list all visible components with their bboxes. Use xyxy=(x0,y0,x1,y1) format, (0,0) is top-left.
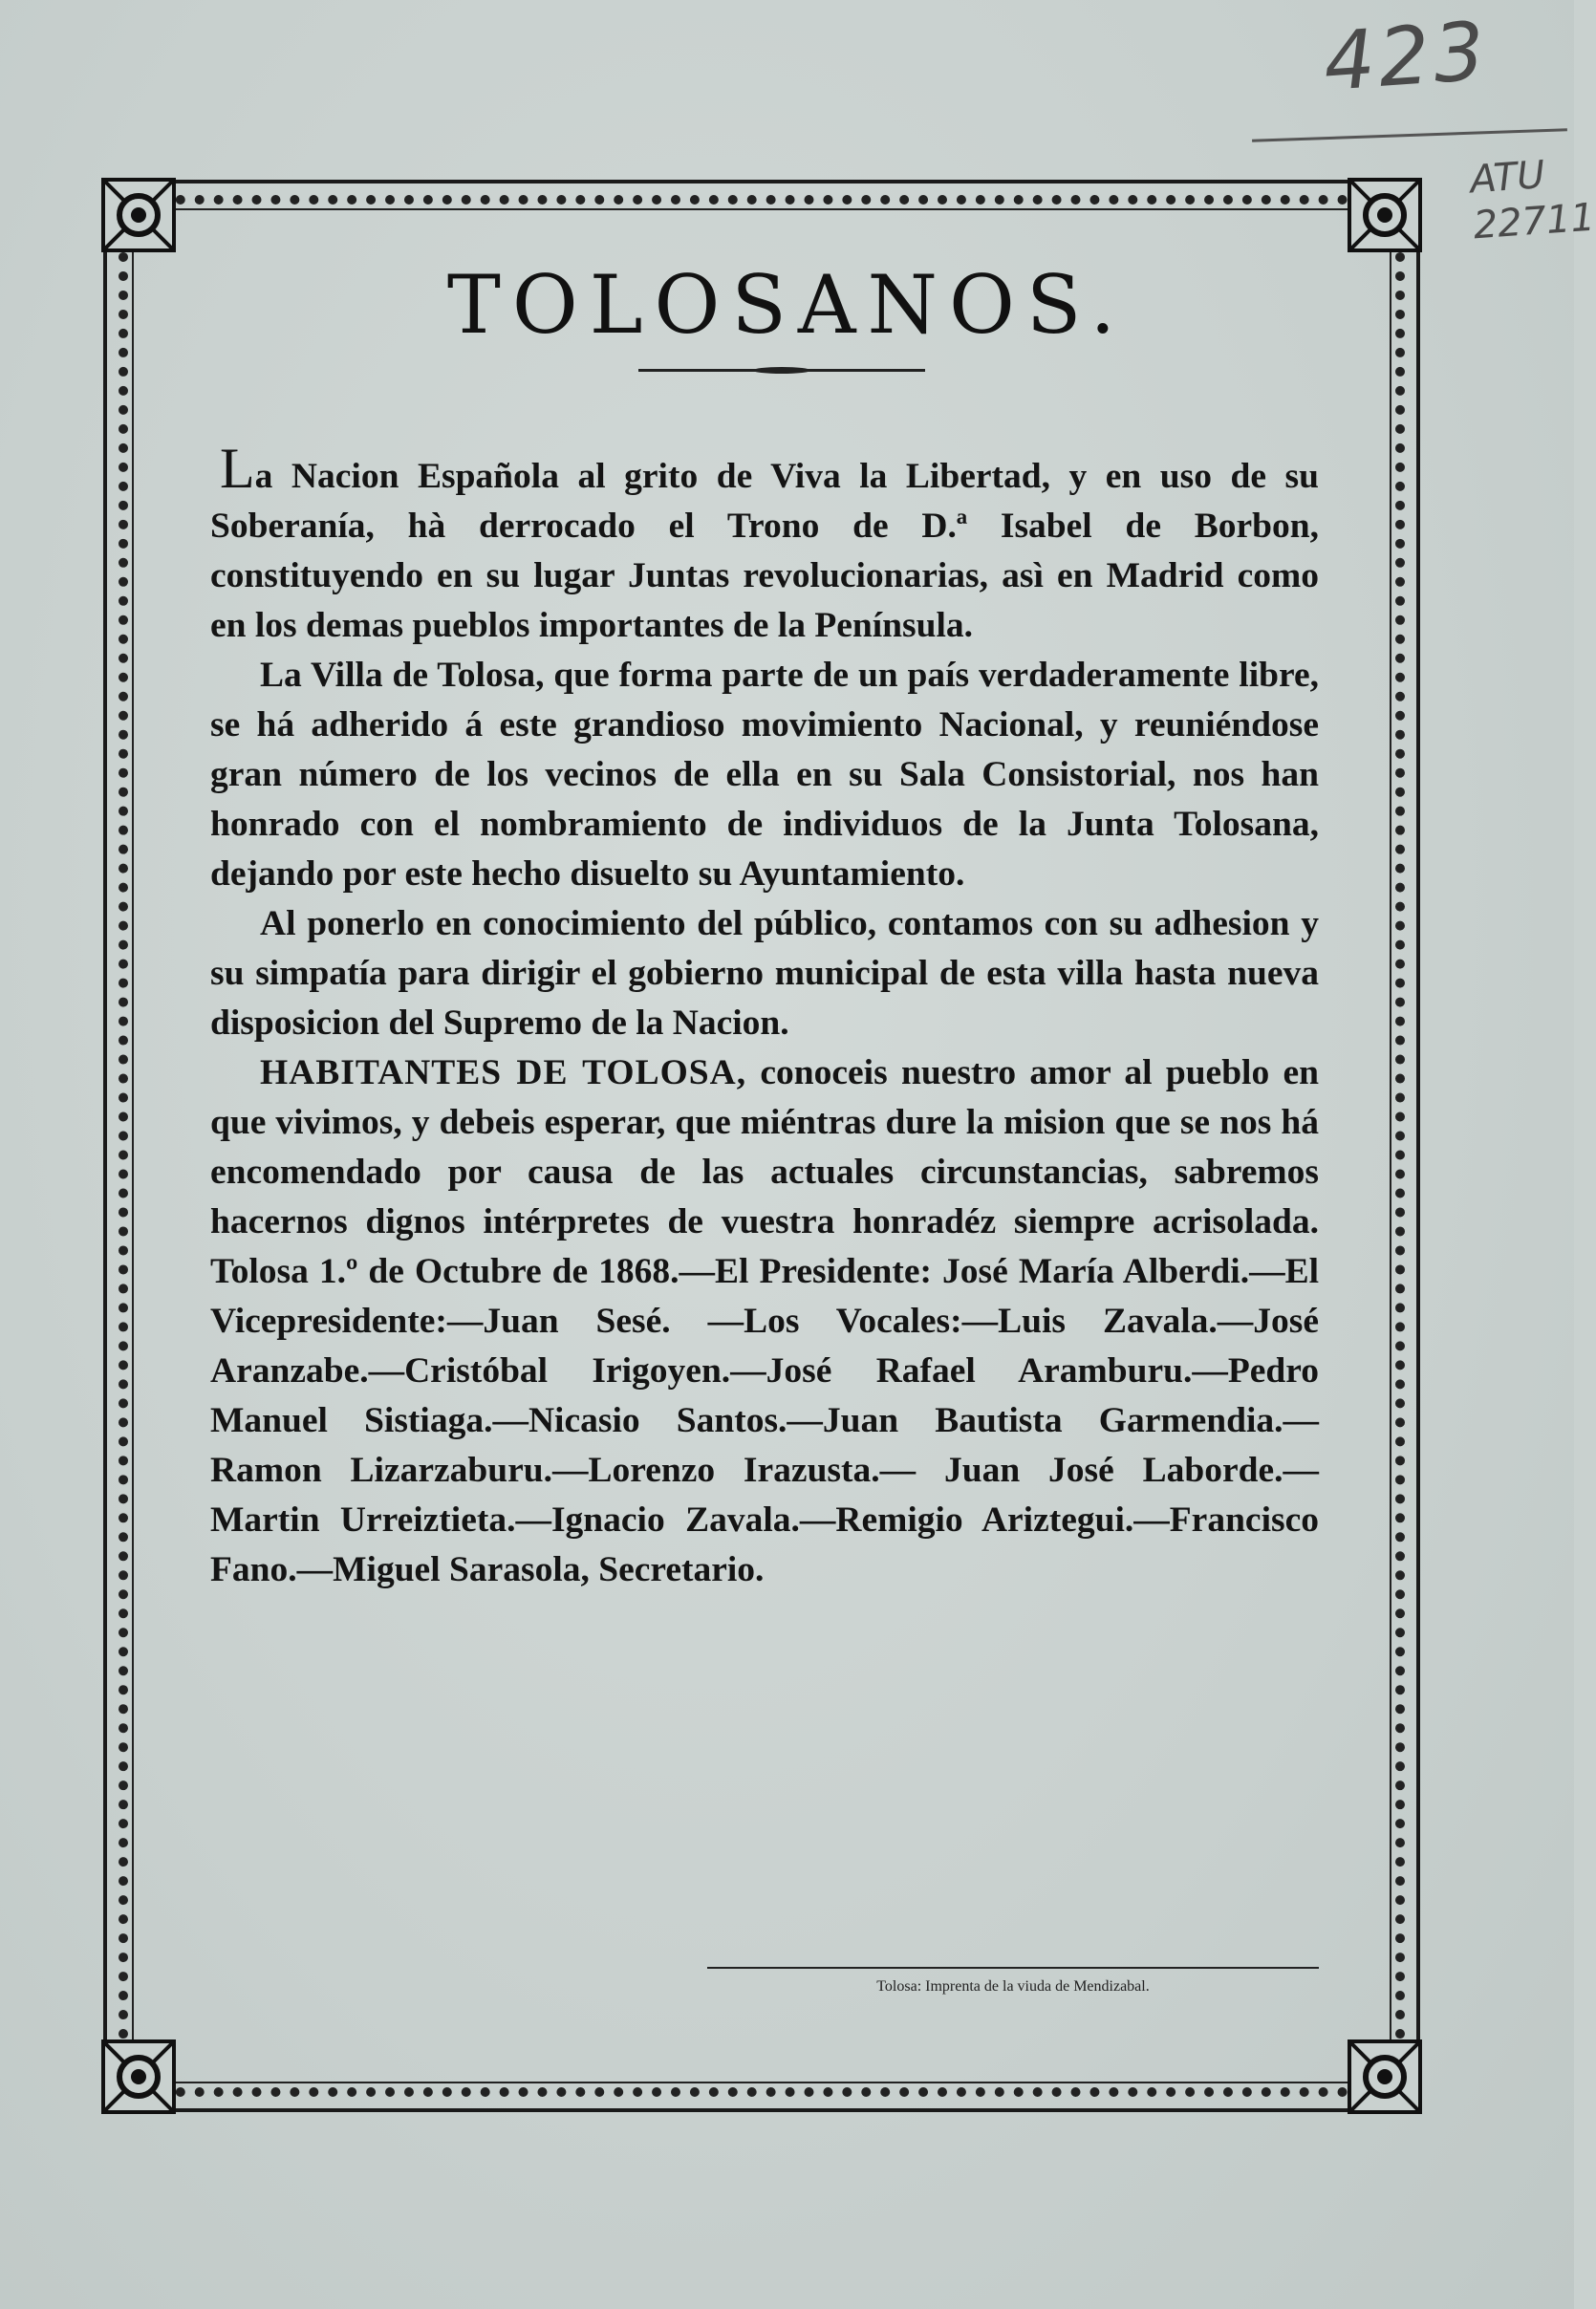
archive-label: ATU 22711 xyxy=(1468,153,1596,248)
paragraph-4 xyxy=(210,1048,1319,1595)
handwritten-catalog-number: 423 xyxy=(1320,4,1492,109)
paragraph-2: La Villa de Tolosa, que forma parte de un país verdaderamente libre, se há adherido á este grandioso movimiento Nacional, y reuniéndose gran número de los vecinos de ella en su Sala Consistorial, nos han honrado con el nombramiento de individuos de la Junta Tolosana, dejando por este hecho disuelto su Ayuntamiento. xyxy=(210,656,1319,894)
corner-ornament-icon xyxy=(96,2034,182,2120)
paragraph-3: Al ponerlo en conocimiento del público, contamos con su adhesion y su simpatía para dirigir el gobierno municipal de esta villa hasta nueva disposicion del Supremo de la Nacion. xyxy=(210,904,1319,1043)
paragraph-4-text: conoceis nuestro amor al pueblo en que vivimos, y debeis esperar, que miéntras dure la mision que se nos há encomendado por causa de las actuales circunstancias, sabremos hacernos dignos intérpretes de vuestra honradéz siempre acrisolada. Tolosa 1.º de Octubre de 1868.—El Presidente: José María Alberdi.—El Vicepresidente:—Juan Sesé. —Los Vocales:—Luis Zavala.—José Aranzabe.—Cristóbal Irigoyen.—José Rafael Aramburu.—Pedro Manuel Sistiaga.—Nicasio Santos.—Juan Bautista Garmendia.—Ramon Lizarzaburu.—Lorenzo Irazusta.— Juan José Laborde.—Martin Urreiztieta.—Ignacio Zavala.—Remigio Ariztegui.—Francisco Fano.—Miguel Sarasola, Secretario. xyxy=(210,1053,1319,1589)
corner-ornament-icon xyxy=(1342,2034,1428,2120)
corner-ornament-icon xyxy=(96,172,182,258)
proclamation-body xyxy=(210,437,1319,1595)
title-rule xyxy=(638,369,925,372)
drop-cap: L xyxy=(220,437,255,500)
paragraph-1-text: a Nacion Española al grito de Viva la Libertad, y en uso de su Soberanía, hà derrocado el Trono de D.ª Isabel de Borbon, constituyendo en su lugar Juntas revolucionarias, asì en Madrid como en los demas pueblos importantes de la Península. xyxy=(210,457,1319,645)
printer-rule xyxy=(707,1967,1319,1969)
document-title: TOLOSANOS. xyxy=(446,258,1128,352)
corner-ornament-icon xyxy=(1342,172,1428,258)
address-heading: HABITANTES DE TOLOSA, xyxy=(260,1053,747,1092)
paragraph-1 xyxy=(210,437,1319,651)
printer-imprint: Tolosa: Imprenta de la viuda de Mendizabal. xyxy=(876,1978,1150,1995)
